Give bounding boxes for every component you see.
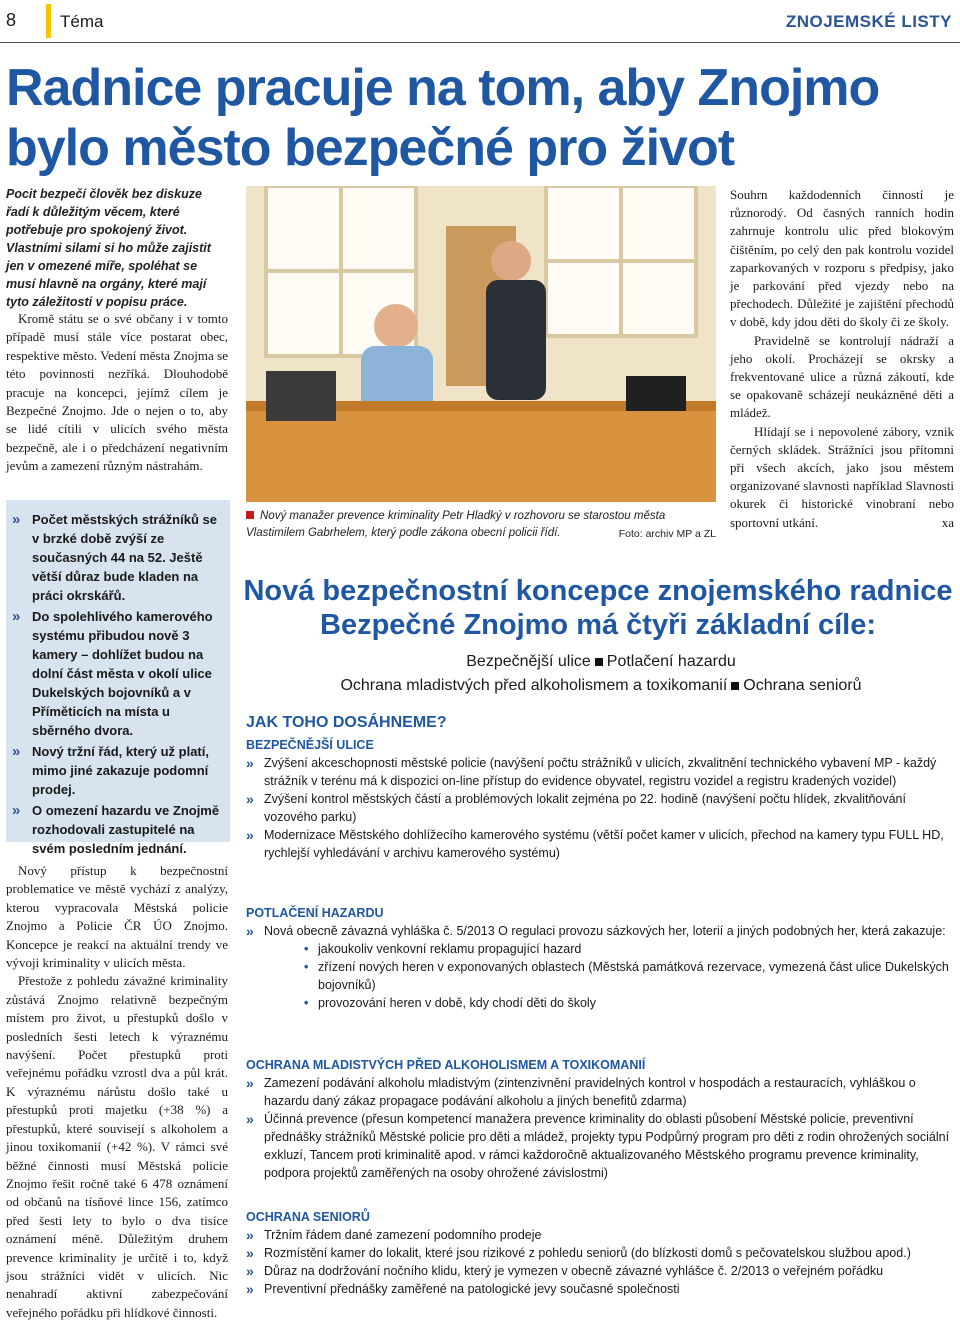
chevron-icon: » xyxy=(246,1263,251,1279)
list-item-text: Nová obecně závazná vyhláška č. 5/2013 O regulaci provozu sázkových her, loterií a jiných podobných her, která zakazuje: xyxy=(264,924,946,938)
section-heading: BEZPEČNĚJŠÍ ULICE xyxy=(246,738,374,752)
body-paragraph: Pravidelně se kontrolují nádraží a jeho okolí. Procházejí se okrsky a frekventované ulice a různá zákoutí, kde se opakovaně scházejí neukázněné děti a mládež. xyxy=(730,332,954,421)
chevron-icon: » xyxy=(246,1227,251,1243)
section-safer-streets xyxy=(246,738,956,862)
chevron-icon: » xyxy=(246,1245,251,1261)
list-item-text: Zvýšení kontrol městských částí a problémových lokalit zejména po 22. hodině (navýšení počtu hlídek, zkvalitňování vozového parku) xyxy=(264,792,906,824)
chevron-icon: » xyxy=(246,1281,251,1297)
square-bullet-icon xyxy=(731,682,739,690)
body-paragraph: Přestože z pohledu závažné kriminality zůstává Znojmo relativně bezpečným místem pro život, u přestupků došlo v posledních šesti letech k výraznému navýšení. Počet přestupků proti veřejnému pořádku vzrostl dva a půl krát. K výraznému nárůstu došlo také u přestupků proti majetku (+38 %) a přestupků, které souvisejí s alkoholem a jinou toxikomanií (+42 %). V rámci své běžné činnosti musí Městská policie Znojmo řešit ročně také 6 478 oznámení od občanů na tísňové lince 156, zatímco před šesti lety to bylo o dva tisíce oznámení méně. Důležitým druhem prevence kriminality je určitě i to, když jsou strážníci vidět v ulicích. Nic nenahradí aktivní zabezpečování veřejného pořádku při hlídkové činnosti. xyxy=(6,973,228,1320)
chevron-icon: » xyxy=(12,802,18,819)
goal-item: Ochrana mladistvých před alkoholismem a toxikomanií xyxy=(340,677,728,694)
headline: Radnice pracuje na tom, aby Znojmo bylo město bezpečné pro život xyxy=(6,59,880,177)
article-photo xyxy=(246,186,716,502)
chevron-icon: » xyxy=(12,743,18,760)
list-item xyxy=(246,1262,956,1280)
highlight-item xyxy=(12,607,224,740)
caption-text: Nový manažer prevence kriminality Petr Hladký v rozhovoru se starostou města Vlastimilem Gabrhelem, který podle zákona obecní policii řídí. xyxy=(246,510,666,539)
bullet-icon: • xyxy=(304,942,309,956)
sub-list-item-text: zřízení nových heren v exponovaných oblastech (Městská památková rezervace, vymezená část ulice Dukelských bojovníků) xyxy=(318,960,949,992)
list-item-text: Tržním řádem dané zamezení podomního prodeje xyxy=(264,1228,542,1242)
section-label: Téma xyxy=(60,12,104,31)
intro-text xyxy=(6,310,228,476)
highlight-text: Nový tržní řád, který už platí, mimo jiné zakazuje podomní prodej. xyxy=(32,744,209,797)
photo-caption xyxy=(246,508,716,543)
right-column-text xyxy=(730,186,954,532)
intro-paragraph: Kromě státu se o své občany i v tomto případě musí stále více postarat obec, respektive město. Vedení města Znojma se této povinnosti nezříká. Dlouhodobě pracuje na koncepci, jejímž cílem je Bezpečné Znojmo. Jde o nejen o to, aby se lidé cítili v ulicích svého města bezpečně, ale i o předcházení negativním jevům a zamezení různým nástrahám. xyxy=(6,311,228,474)
list-item xyxy=(246,922,956,940)
chevron-icon: » xyxy=(246,755,251,771)
list-item xyxy=(246,790,956,826)
sub-list-item xyxy=(246,958,956,994)
list-item xyxy=(246,754,956,790)
left-body-text xyxy=(6,862,228,1322)
paragraph-text: Hlídají se i nepovolené zábory, vznik černých skládek. Strážníci jsou přítomni při všech akcích, jako jsou městem organizované slavnosti například Slavnosti okurek či historické vinobraní nebo sportovní utkání. xyxy=(730,423,954,530)
photo-credit: Foto: archiv MP a ZL xyxy=(618,528,716,540)
chevron-icon: » xyxy=(12,608,18,625)
section-senior-protection xyxy=(246,1210,956,1298)
goals-list xyxy=(246,650,956,698)
goal-item: Potlačení hazardu xyxy=(606,653,736,670)
concept-title-line2: Bezpečné Znojmo má čtyři základní cíle: xyxy=(320,609,876,641)
list-item-text: Zvýšení akceschopnosti městské policie (navýšení počtu strážníků v ulicích, zkvalitnění technického vybavení MP - každý strážník v terénu má k dispozici on-line přístup do evidence obyvatel, registru vozidel a registru kradených vozidel) xyxy=(264,756,937,788)
highlight-item xyxy=(12,510,224,605)
sub-list-item xyxy=(246,994,956,1012)
highlight-item xyxy=(12,801,224,858)
sub-list-item xyxy=(246,940,956,958)
list-item-text: Modernizace Městského dohlížecího kamerového systému (větší počet kamer v ulicích, přechod na kamery typu FULL HD, rychlejší vyhledávání v archivu kamerového systému) xyxy=(264,828,944,860)
list-item-text: Důraz na dodržování nočního klidu, který je vymezen v obecně závazné vyhlášce č. 2/2013 o veřejném pořádku xyxy=(264,1264,884,1278)
sub-list-item-text: jakoukoliv venkovní reklamu propagující hazard xyxy=(318,942,582,956)
list-item xyxy=(246,1110,956,1182)
goal-item: Bezpečnější ulice xyxy=(466,653,591,670)
list-item-text: Zamezení podávání alkoholu mladistvým (zintenzivnění pravidelných kontrol v hospodách a restauracích, vyhláškou o hazardu daný zákaz propagace podávání alkoholu a jiných benefitů zdarma) xyxy=(264,1076,916,1108)
section-heading: OCHRANA SENIORŮ xyxy=(246,1210,370,1224)
bullet-icon: • xyxy=(304,996,309,1010)
list-item xyxy=(246,1280,956,1298)
section-gambling xyxy=(246,906,956,1012)
section-heading: OCHRANA MLADISTVÝCH PŘED ALKOHOLISMEM A TOXIKOMANIÍ xyxy=(246,1058,646,1072)
photo-illustration xyxy=(246,186,716,502)
header-divider xyxy=(0,42,960,43)
page-number: 8 xyxy=(6,10,17,30)
sub-list-item-text: provozování heren v době, kdy chodí děti do školy xyxy=(318,996,596,1010)
body-paragraph xyxy=(730,423,954,532)
section-youth-protection xyxy=(246,1058,956,1182)
list-item xyxy=(246,1244,956,1262)
highlight-item xyxy=(12,742,224,799)
chevron-icon: » xyxy=(246,791,251,807)
chevron-icon: » xyxy=(12,511,18,528)
list-item-text: Rozmístění kamer do lokalit, které jsou rizikové z pohledu seniorů (do blízkosti domů s pečovatelskou službou apod.) xyxy=(264,1246,911,1260)
bullet-icon: • xyxy=(304,960,309,974)
square-bullet-icon xyxy=(595,658,603,666)
concept-title-line1: Nová bezpečnostní koncepce znojemského radnice xyxy=(243,575,953,607)
list-item-text: Účinná prevence (přesun kompetencí manažera prevence kriminality do oblasti působení Městské policie, preventivní přednášky strážníků Městské policie pro děti a mládež, projekty typu Podpůrný program pro děti z rodin ohrožených sociální exkluzí, Tancem proti kriminalitě apod. v rámci každoročně aktualizovaného Městského programu prevence kriminality, podpora projektů zaměřených na osoby ohrožené závislostmi) xyxy=(264,1112,950,1180)
highlights-box xyxy=(6,500,230,856)
section-heading: POTLAČENÍ HAZARDU xyxy=(246,906,384,920)
chevron-icon: » xyxy=(246,1075,251,1091)
list-item xyxy=(246,1074,956,1110)
list-item-text: Preventivní přednášky zaměřené na patologické jevy současné společnosti xyxy=(264,1282,680,1296)
body-paragraph: Nový přístup k bezpečnostní problematice ve městě vychází z analýzy, kterou vypracovala Městská policie Znojmo a Policie ČR ÚO Znojmo. Koncepce je reakcí na aktuální trendy ve vývoji kriminality v ulicích města. xyxy=(6,863,228,971)
header-accent-bar xyxy=(46,4,51,38)
goal-item: Ochrana seniorů xyxy=(743,677,862,694)
chevron-icon: » xyxy=(246,827,251,843)
body-paragraph: Souhrn každodenních činností je různorodý. Od časných ranních hodin zahrnuje kontrolu ulic před blokovým čištěním, po celý den pak kontrolu vozidel zaparkovaných v rozporu s předpisy, jako je parkování před vjezdy nebo na přechodech. Důležité je zajištění přechodů v době, kdy jdou děti do školy či ze školy. xyxy=(730,187,954,330)
highlight-text: Do spolehlivého kamerového systému přibudou nově 3 kamery – dohlížet budou na dolní část města v okolí ulice Dukelských bojovníků a v Příměticích na místa u sběrného dvora. xyxy=(32,609,213,738)
newspaper-name: ZNOJEMSKÉ LISTY xyxy=(785,12,952,31)
author-signature: xa xyxy=(941,514,954,530)
concept-title xyxy=(236,574,960,642)
highlight-text: Počet městských strážníků se v brzké době zvýší ze současných 44 na 52. Ještě větší důraz bude kladen na práci okrskářů. xyxy=(32,512,217,603)
how-heading: JAK TOHO DOSÁHNEME? xyxy=(246,714,447,731)
lead-paragraph: Pocit bezpečí člověk bez diskuze řadí k důležitým věcem, které potřebuje pro spokojený život. Vlastními silami si ho může zajistit jen v omezené míře, spoléhat se musí hlavně na orgány, které mají tyto záležitosti v popisu práce. xyxy=(6,187,211,309)
list-item xyxy=(246,1226,956,1244)
highlight-text: O omezení hazardu ve Znojmě rozhodovali zastupitelé na svém posledním jednání. xyxy=(32,803,220,856)
caption-marker-icon xyxy=(246,511,254,519)
chevron-icon: » xyxy=(246,923,251,939)
list-item xyxy=(246,826,956,862)
chevron-icon: » xyxy=(246,1111,251,1127)
